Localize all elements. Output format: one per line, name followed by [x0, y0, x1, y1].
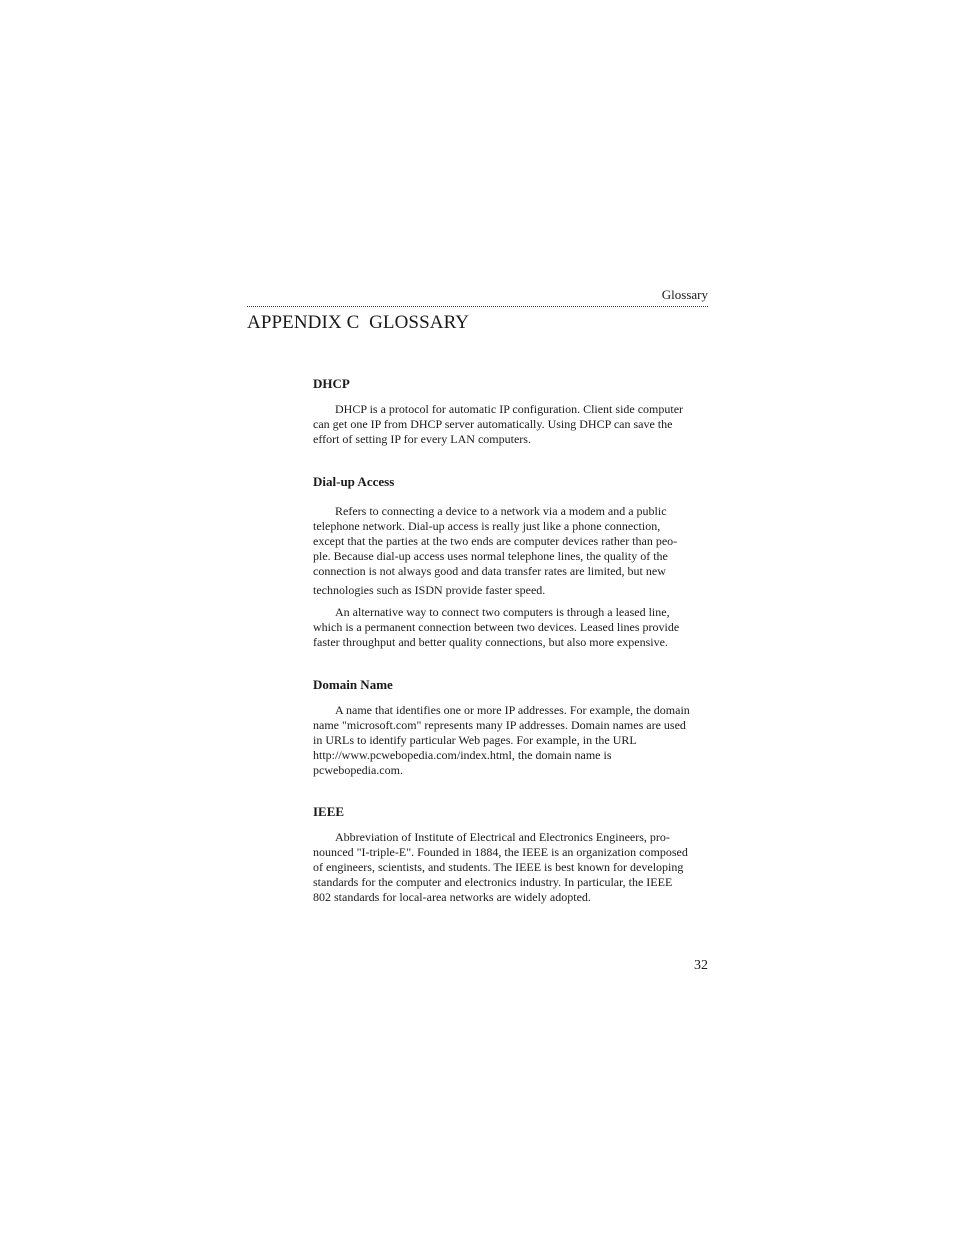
- entry-paragraph: [313, 583, 711, 598]
- text-line: name "microsoft.com" represents many IP addresses. Domain names are used: [313, 718, 686, 732]
- text-line: Refers to connecting a device to a network via a modem and a public: [335, 504, 667, 518]
- text-line: http://www.pcwebopedia.com/index.html, the domain name is: [313, 748, 612, 762]
- entry-paragraph: [313, 402, 711, 447]
- text-line: of engineers, scientists, and students. The IEEE is best known for developing: [313, 860, 684, 874]
- text-line: 802 standards for local-area networks are widely adopted.: [313, 890, 591, 904]
- header-divider: [247, 306, 708, 307]
- entry-paragraph: [313, 830, 711, 905]
- text-line: Abbreviation of Institute of Electrical and Electronics Engineers, pro-: [335, 830, 670, 844]
- entry-term-dhcp: DHCP: [313, 376, 350, 391]
- text-line: A name that identifies one or more IP addresses. For example, the domain: [335, 703, 690, 717]
- text-line: can get one IP from DHCP server automatically. Using DHCP can save the: [313, 417, 673, 431]
- text-line: except that the parties at the two ends are computer devices rather than peo-: [313, 534, 678, 548]
- text-line: telephone network. Dial-up access is really just like a phone connection,: [313, 519, 661, 533]
- entry-term-domain-name: Domain Name: [313, 677, 393, 692]
- text-line: nounced "I-triple-E". Founded in 1884, the IEEE is an organization composed: [313, 845, 688, 859]
- running-header: Glossary: [661, 287, 708, 302]
- text-line: effort of setting IP for every LAN computers.: [313, 432, 531, 446]
- entry-term-ieee: IEEE: [313, 804, 345, 819]
- entry-paragraph: [313, 504, 711, 579]
- entry-paragraph: [313, 703, 711, 778]
- text-line: pcwebopedia.com.: [313, 763, 403, 777]
- text-line: faster throughput and better quality connections, but also more expensive.: [313, 635, 668, 649]
- text-line: in URLs to identify particular Web pages. For example, in the URL: [313, 733, 637, 747]
- entry-paragraph: [313, 605, 711, 650]
- text-line: which is a permanent connection between two devices. Leased lines provide: [313, 620, 680, 634]
- text-line: standards for the computer and electronics industry. In particular, the IEEE: [313, 875, 673, 889]
- text-line: An alternative way to connect two computers is through a leased line,: [335, 605, 670, 619]
- text-line: DHCP is a protocol for automatic IP configuration. Client side computer: [335, 402, 684, 416]
- entry-term-dial-up-access: Dial-up Access: [313, 474, 395, 489]
- page-number: 32: [694, 958, 708, 973]
- page-title: APPENDIX C GLOSSARY: [247, 312, 470, 333]
- text-line: ple. Because dial-up access uses normal telephone lines, the quality of the: [313, 549, 668, 563]
- text-line: connection is not always good and data transfer rates are limited, but new: [313, 564, 666, 578]
- text-line: technologies such as ISDN provide faster speed.: [313, 583, 546, 597]
